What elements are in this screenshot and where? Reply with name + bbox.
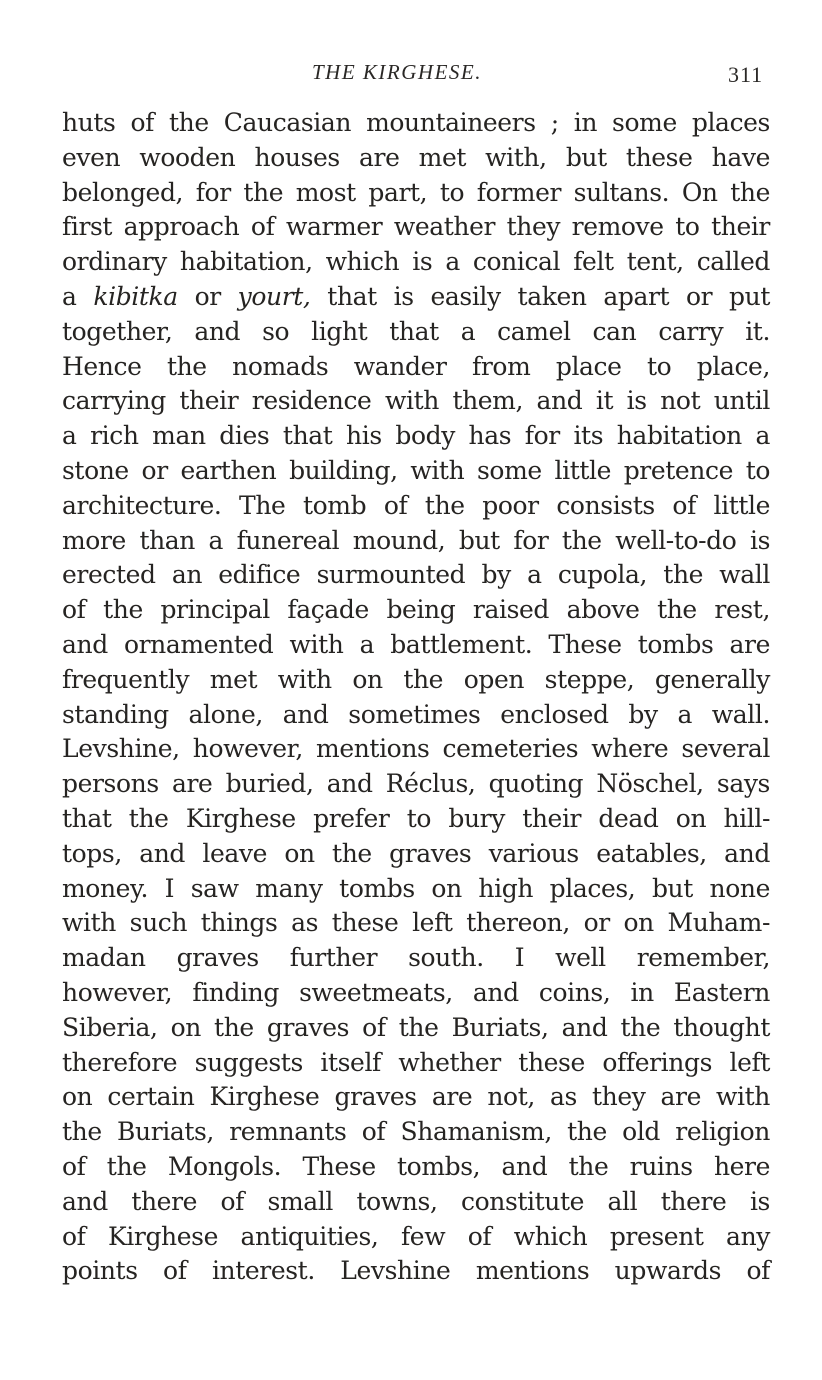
text-line — [62, 698, 770, 733]
text-line — [62, 280, 770, 315]
text-line — [62, 384, 770, 419]
text-segment: standing alone, and sometimes enclosed by a wall. — [62, 699, 770, 729]
text-segment: erected an edifice surmounted by a cupola, the wall — [62, 560, 770, 590]
text-segment: with such things as these left thereon, or on Muham- — [62, 908, 770, 938]
text-line — [62, 976, 770, 1011]
text-line — [62, 350, 770, 385]
text-segment: madan graves further south. I well remember, — [62, 943, 770, 973]
text-segment: on certain Kirghese graves are not, as they are with — [62, 1082, 770, 1112]
running-title: THE KIRGHESE. — [312, 60, 482, 84]
text-line — [62, 1080, 770, 1115]
text-segment: of Kirghese antiquities, few of which present any — [62, 1221, 770, 1251]
text-segment: of the Mongols. These tombs, and the ruins here — [62, 1151, 770, 1181]
text-line — [62, 1150, 770, 1185]
text-segment: persons are buried, and Réclus, quoting Nöschel, says — [62, 769, 770, 799]
text-line — [62, 872, 770, 907]
page-number: 311 — [728, 62, 764, 87]
text-segment: more than a funereal mound, but for the well-to-do is — [62, 525, 770, 555]
text-segment: or — [177, 281, 238, 311]
text-line — [62, 141, 770, 176]
text-segment: Hence the nomads wander from place to place, — [62, 351, 770, 381]
text-line — [62, 210, 770, 245]
text-segment: a rich man dies that his body has for its habitation a — [62, 421, 770, 451]
text-line — [62, 906, 770, 941]
text-line — [62, 732, 770, 767]
text-segment: stone or earthen building, with some little pretence to — [62, 455, 770, 485]
running-head — [0, 60, 822, 90]
text-segment: architecture. The tomb of the poor consists of little — [62, 490, 770, 520]
text-segment: therefore suggests itself whether these offerings left — [62, 1047, 770, 1077]
text-segment: first approach of warmer weather they remove to their — [62, 212, 770, 242]
text-line — [62, 1011, 770, 1046]
text-line — [62, 558, 770, 593]
text-segment: of the principal façade being raised above the rest, — [62, 595, 770, 625]
text-line — [62, 245, 770, 280]
text-segment: Siberia, on the graves of the Buriats, and the thought — [62, 1012, 770, 1042]
text-segment: money. I saw many tombs on high places, but none — [62, 873, 770, 903]
text-line — [62, 1220, 770, 1255]
text-line — [62, 489, 770, 524]
text-segment: Levshine, however, mentions cemeteries where several — [62, 734, 770, 764]
text-segment: ordinary habitation, which is a conical felt tent, called — [62, 247, 770, 277]
text-line — [62, 454, 770, 489]
text-segment: points of interest. Levshine mentions upwards of — [62, 1256, 770, 1286]
text-segment: however, finding sweetmeats, and coins, in Eastern — [62, 977, 770, 1007]
text-segment: and ornamented with a battlement. These tombs are — [62, 629, 770, 659]
text-line — [62, 802, 770, 837]
text-segment: that is easily taken apart or put — [310, 281, 770, 311]
text-line — [62, 1115, 770, 1150]
text-segment: and there of small towns, constitute all there is — [62, 1186, 770, 1216]
text-line — [62, 837, 770, 872]
text-line — [62, 106, 770, 141]
text-segment: carrying their residence with them, and it is not until — [62, 386, 770, 416]
text-line — [62, 1185, 770, 1220]
text-line — [62, 315, 770, 350]
text-line — [62, 593, 770, 628]
text-line — [62, 767, 770, 802]
text-line — [62, 176, 770, 211]
italic-term: kibitka — [93, 281, 178, 311]
text-line — [62, 628, 770, 663]
text-line — [62, 941, 770, 976]
text-line — [62, 1046, 770, 1081]
text-segment: together, and so light that a camel can carry it. — [62, 316, 770, 346]
text-segment: frequently met with on the open steppe, generally — [62, 664, 770, 694]
italic-term: yourt, — [237, 281, 311, 311]
text-segment: even wooden houses are met with, but these have — [62, 142, 770, 172]
body-text — [62, 106, 770, 1289]
text-segment: that the Kirghese prefer to bury their dead on hill- — [62, 803, 770, 833]
text-segment: the Buriats, remnants of Shamanism, the old religion — [62, 1117, 770, 1147]
text-segment: belonged, for the most part, to former sultans. On the — [62, 177, 770, 207]
text-segment: tops, and leave on the graves various eatables, and — [62, 838, 770, 868]
text-line — [62, 1254, 770, 1289]
text-line — [62, 663, 770, 698]
text-segment: a — [62, 281, 94, 311]
text-line — [62, 419, 770, 454]
text-segment: huts of the Caucasian mountaineers ; in some places — [62, 108, 770, 137]
text-line — [62, 524, 770, 559]
